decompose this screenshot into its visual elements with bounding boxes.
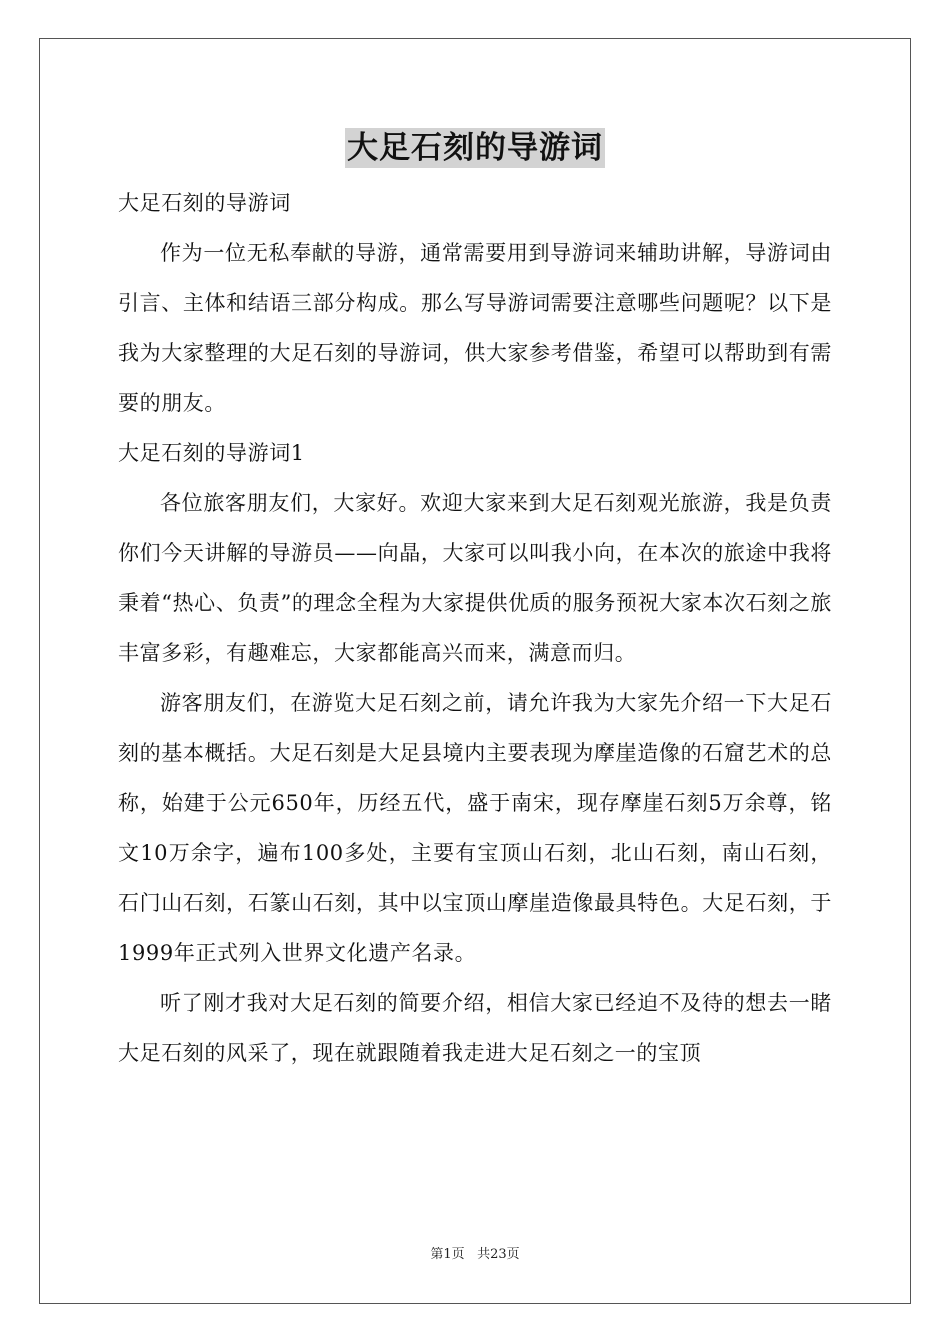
paragraph: 各位旅客朋友们，大家好。欢迎大家来到大足石刻观光旅游，我是负责你们今天讲解的导游员——向晶，大家可以叫我小向，在本次的旅途中我将秉着“热心、负责”的理念全程为大家提供优质的服务预祝大家本次石刻之旅丰富多彩，有趣难忘，大家都能高兴而来，满意而归。 [118, 491, 832, 665]
paragraph: 游客朋友们，在游览大足石刻之前，请允许我为大家先介绍一下大足石刻的基本概括。大足石刻是大足县境内主要表现为摩崖造像的石窟艺术的总称，始建于公元650年，历经五代，盛于南宋，现存摩崖石刻5万余尊，铭文10万余字，遍布100多处，主要有宝顶山石刻，北山石刻，南山石刻，石门山石刻，石篆山石刻，其中以宝顶山摩崖造像最具特色。大足石刻，于1999年正式列入世界文化遗产名录。 [118, 691, 832, 965]
paragraph: 听了刚才我对大足石刻的简要介绍，相信大家已经迫不及待的想去一睹大足石刻的风采了，现在就跟随着我走进大足石刻之一的宝顶 [118, 991, 832, 1065]
title-container [0, 128, 950, 168]
paragraph: 大足石刻的导游词1 [118, 441, 305, 465]
document-title: 大足石刻的导游词 [347, 130, 603, 166]
page-number: 第1页 [430, 1247, 465, 1262]
paragraph: 作为一位无私奉献的导游，通常需要用到导游词来辅助讲解，导游词由引言、主体和结语三部分构成。那么写导游词需要注意哪些问题呢？以下是我为大家整理的大足石刻的导游词，供大家参考借鉴，希望可以帮助到有需要的朋友。 [118, 241, 832, 415]
paragraph: 大足石刻的导游词 [118, 191, 291, 215]
page-total: 共23页 [477, 1247, 520, 1262]
document-body [118, 178, 832, 1078]
page-footer [0, 1246, 950, 1264]
